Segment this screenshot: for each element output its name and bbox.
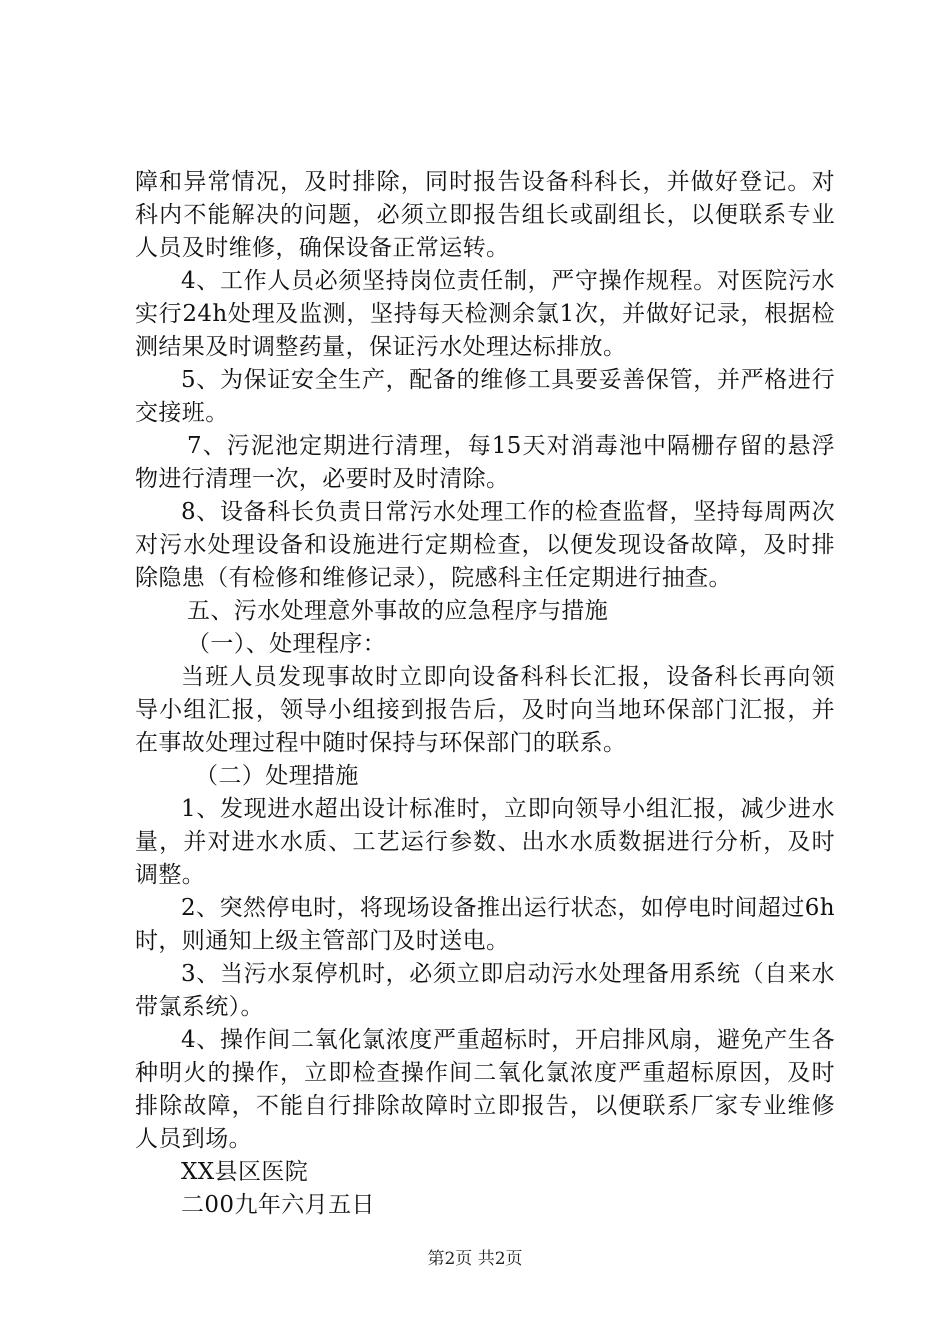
subheading-procedure: （一）、处理程序： <box>187 631 387 657</box>
paragraph-measure-3: 3、当污水泵停机时，必须立即启动污水处理备用系统（自来水带氯系统）。 <box>135 961 835 1020</box>
section-heading-five: 五、污水处理意外事故的应急程序与措施 <box>187 598 609 624</box>
paragraph-procedure: 当班人员发现事故时立即向设备科科长汇报，设备科长再向领导小组汇报，领导小组接到报告后，及时向当地环保部门汇报，并在事故处理过程中随时保持与环保部门的联系。 <box>135 664 835 756</box>
paragraph-continuation: 障和异常情况，及时排除，同时报告设备科科长，并做好登记。对科内不能解决的问题，必须立即报告组长或副组长，以便联系专业人员及时维修，确保设备正常运转。 <box>135 169 835 261</box>
paragraph-item-5: 5、为保证安全生产，配备的维修工具要妥善保管，并严格进行交接班。 <box>135 367 835 426</box>
paragraph-measure-2: 2、突然停电时，将现场设备推出运行状态，如停电时间超过6h时，则通知上级主管部门及时送电。 <box>135 895 835 954</box>
document-body <box>135 166 835 1222</box>
paragraph-item-8: 8、设备科长负责日常污水处理工作的检查监督，坚持每周两次对污水处理设备和设施进行定期检查，以便发现设备故障，及时排除隐患（有检修和维修记录），院感科主任定期进行抽查。 <box>135 499 835 591</box>
page-number-footer: 第2页 共2页 <box>427 1249 523 1269</box>
subheading-measures: （二）处理措施 <box>195 763 359 789</box>
paragraph-item-7: 7、污泥池定期进行清理，每15天对消毒池中隔栅存留的悬浮物进行清理一次，必要时及时清除。 <box>135 433 835 492</box>
signature-date: 二00九年六月五日 <box>181 1192 375 1218</box>
paragraph-measure-4: 4、操作间二氧化氯浓度严重超标时，开启排风扇，避免产生各种明火的操作，立即检查操作间二氧化氯浓度严重超标原因，及时排除故障，不能自行排除故障时立即报告，以便联系厂家专业维修人员到场。 <box>135 1027 835 1152</box>
paragraph-measure-1: 1、发现进水超出设计标准时，立即向领导小组汇报，减少进水量，并对进水水质、工艺运行参数、出水水质数据进行分析，及时调整。 <box>135 796 835 888</box>
paragraph-item-4: 4、工作人员必须坚持岗位责任制，严守操作规程。对医院污水实行24h处理及监测，坚持每天检测余氯1次，并做好记录，根据检测结果及时调整药量，保证污水处理达标排放。 <box>135 268 835 360</box>
signature-organization: XX县区医院 <box>181 1159 309 1185</box>
